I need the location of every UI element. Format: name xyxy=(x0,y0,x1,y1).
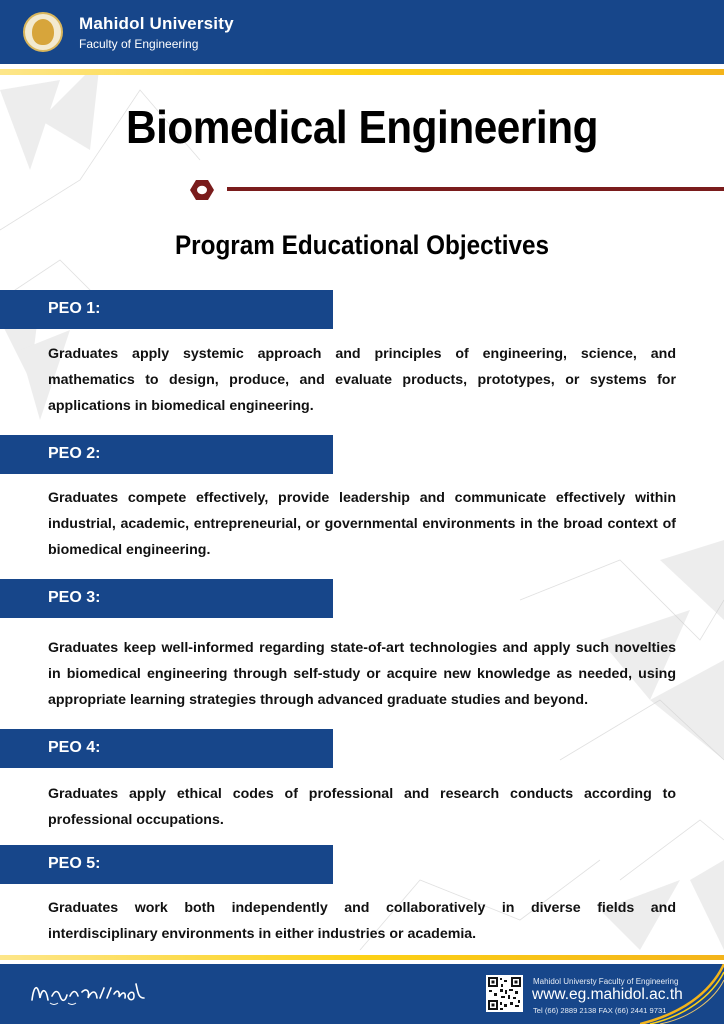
peo-description-2: Graduates compete effectively, provide leadership and communicate effectively within industrial, academic, entrepreneurial, or governmental environments in the broad context of biomedical engineering. xyxy=(48,490,676,558)
page-title: Biomedical Engineering xyxy=(126,101,598,153)
faculty-name: Faculty of Engineering xyxy=(79,37,199,51)
peo-description-4: Graduates apply ethical codes of professional and research conducts according to professional occupations. xyxy=(48,786,676,828)
footer-org-line: Mahidol Universty Faculty of Engineering xyxy=(533,977,679,986)
peo-description-3: Graduates keep well-informed regarding state-of-art technologies and apply such novelties in biomedical engineering through self-study or acquire new knowledge as needed, using appropriate learning strategies through advanced graduate studies and beyond. xyxy=(48,640,676,708)
header-divider-yellow xyxy=(0,69,724,75)
peo-header-5 xyxy=(0,845,333,884)
peo-label: PEO 2: xyxy=(48,445,101,462)
peo-header-2 xyxy=(0,435,333,474)
peo-header-3 xyxy=(0,579,333,618)
peo-label: PEO 3: xyxy=(48,589,101,606)
decorative-swoosh xyxy=(640,964,724,1024)
signature-logo xyxy=(28,978,148,1008)
footer-divider-yellow xyxy=(0,955,724,960)
footer-contact: Tel (66) 2889 2138 FAX (66) 2441 9731 xyxy=(533,1006,667,1015)
peo-header-1 xyxy=(0,290,333,329)
title-divider-line xyxy=(227,187,724,191)
peo-label: PEO 1: xyxy=(48,300,101,317)
university-seal-icon xyxy=(23,12,63,52)
header-banner xyxy=(0,0,724,64)
university-name: Mahidol University xyxy=(79,14,234,33)
peo-label: PEO 4: xyxy=(48,739,101,756)
peo-label: PEO 5: xyxy=(48,855,101,872)
footer-website-link[interactable]: www.eg.mahidol.ac.th xyxy=(532,986,683,1003)
peo-description-1: Graduates apply systemic approach and principles of engineering, science, and mathematics to design, produce, and evaluate products, prototypes, or systems for applications in biomedical engineering. xyxy=(48,346,676,414)
peo-header-4 xyxy=(0,729,333,768)
hexagon-nut-icon xyxy=(190,179,214,201)
footer-banner xyxy=(0,964,724,1024)
qr-code-icon[interactable] xyxy=(486,975,523,1012)
peo-description-5: Graduates work both independently and collaboratively in diverse fields and interdisciplinary environments in either industries or academia. xyxy=(48,900,676,942)
page-subtitle: Program Educational Objectives xyxy=(174,230,550,260)
